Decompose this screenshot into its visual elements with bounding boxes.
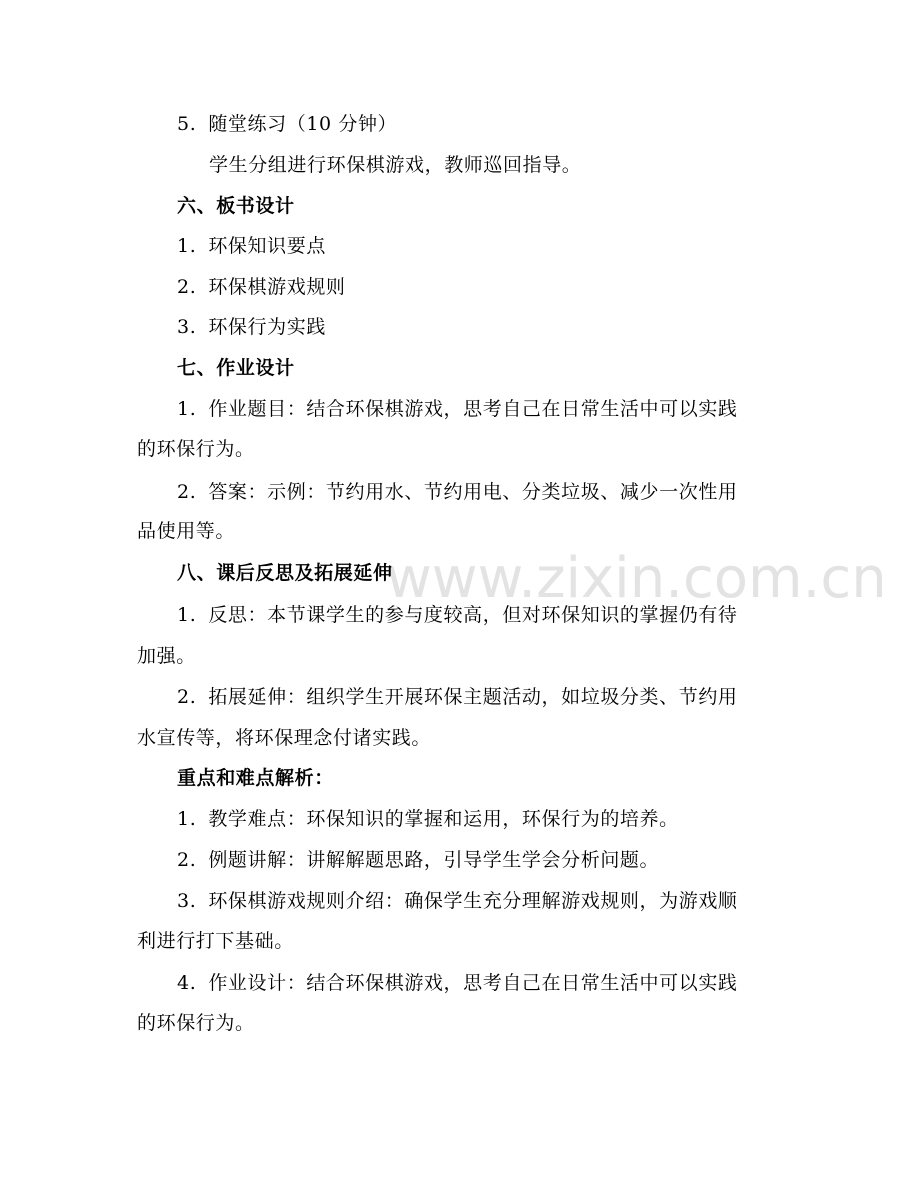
- item-number: 3.: [177, 890, 197, 912]
- list-item: [177, 971, 738, 995]
- watermark: www.zixin.com.cn: [386, 546, 887, 611]
- item-text: 答案：示例：节约用水、节约用电、分类垃圾、减少一次性用: [208, 481, 738, 503]
- item-number: 4.: [177, 972, 197, 994]
- list-item-continuation: 加强。: [137, 645, 196, 667]
- item-number: 1.: [177, 235, 197, 257]
- item-number: 2.: [177, 849, 197, 871]
- item-number: 2.: [177, 276, 197, 298]
- item-number: 2.: [177, 686, 197, 708]
- item-number: 5.: [177, 113, 197, 135]
- item-text: 环保棋游戏规则介绍：确保学生充分理解游戏规则，为游戏顺: [208, 890, 738, 912]
- list-item: [177, 275, 346, 299]
- list-item: [177, 480, 738, 504]
- list-item-continuation: 水宣传等，将环保理念付诸实践。: [137, 727, 432, 749]
- list-item-continuation: 的环保行为。: [137, 1012, 255, 1034]
- list-item: [177, 315, 326, 339]
- item-text: 环保棋游戏规则: [208, 276, 346, 298]
- item-number: 2.: [177, 481, 197, 503]
- section-heading: 七、作业设计: [177, 357, 295, 379]
- list-item: [177, 603, 738, 627]
- section-heading: 八、课后反思及拓展延伸: [177, 562, 393, 584]
- list-item: [177, 112, 397, 136]
- item-text: 例题讲解：讲解解题思路，引导学生学会分析问题。: [208, 849, 660, 871]
- item-text: 反思：本节课学生的参与度较高，但对环保知识的掌握仍有待: [208, 604, 738, 626]
- item-text: 作业题目：结合环保棋游戏，思考自己在日常生活中可以实践: [208, 398, 738, 420]
- list-item: [177, 685, 738, 709]
- item-number: 3.: [177, 316, 197, 338]
- item-text: 教学难点：环保知识的掌握和运用，环保行为的培养。: [208, 808, 679, 830]
- list-item-continuation: 利进行打下基础。: [137, 930, 294, 952]
- list-item: [177, 807, 679, 831]
- list-item: [177, 397, 738, 421]
- item-text: 环保知识要点: [208, 235, 326, 257]
- item-text: 拓展延伸：组织学生开展环保主题活动，如垃圾分类、节约用: [208, 686, 738, 708]
- list-item: [177, 889, 738, 913]
- item-text: 环保行为实践: [208, 316, 326, 338]
- item-number: 1.: [177, 808, 197, 830]
- section-heading: 重点和难点解析：: [177, 767, 334, 789]
- list-item-continuation: 的环保行为。: [137, 438, 255, 460]
- list-item: [177, 848, 659, 872]
- list-item-continuation: 品使用等。: [137, 520, 236, 542]
- item-number: 1.: [177, 398, 197, 420]
- list-item: [177, 234, 326, 258]
- section-heading: 六、板书设计: [177, 195, 295, 217]
- item-text: 随堂练习（10 分钟）: [208, 113, 398, 135]
- paragraph: 学生分组进行环保棋游戏，教师巡回指导。: [209, 154, 582, 176]
- item-number: 1.: [177, 604, 197, 626]
- item-text: 作业设计：结合环保棋游戏，思考自己在日常生活中可以实践: [208, 972, 738, 994]
